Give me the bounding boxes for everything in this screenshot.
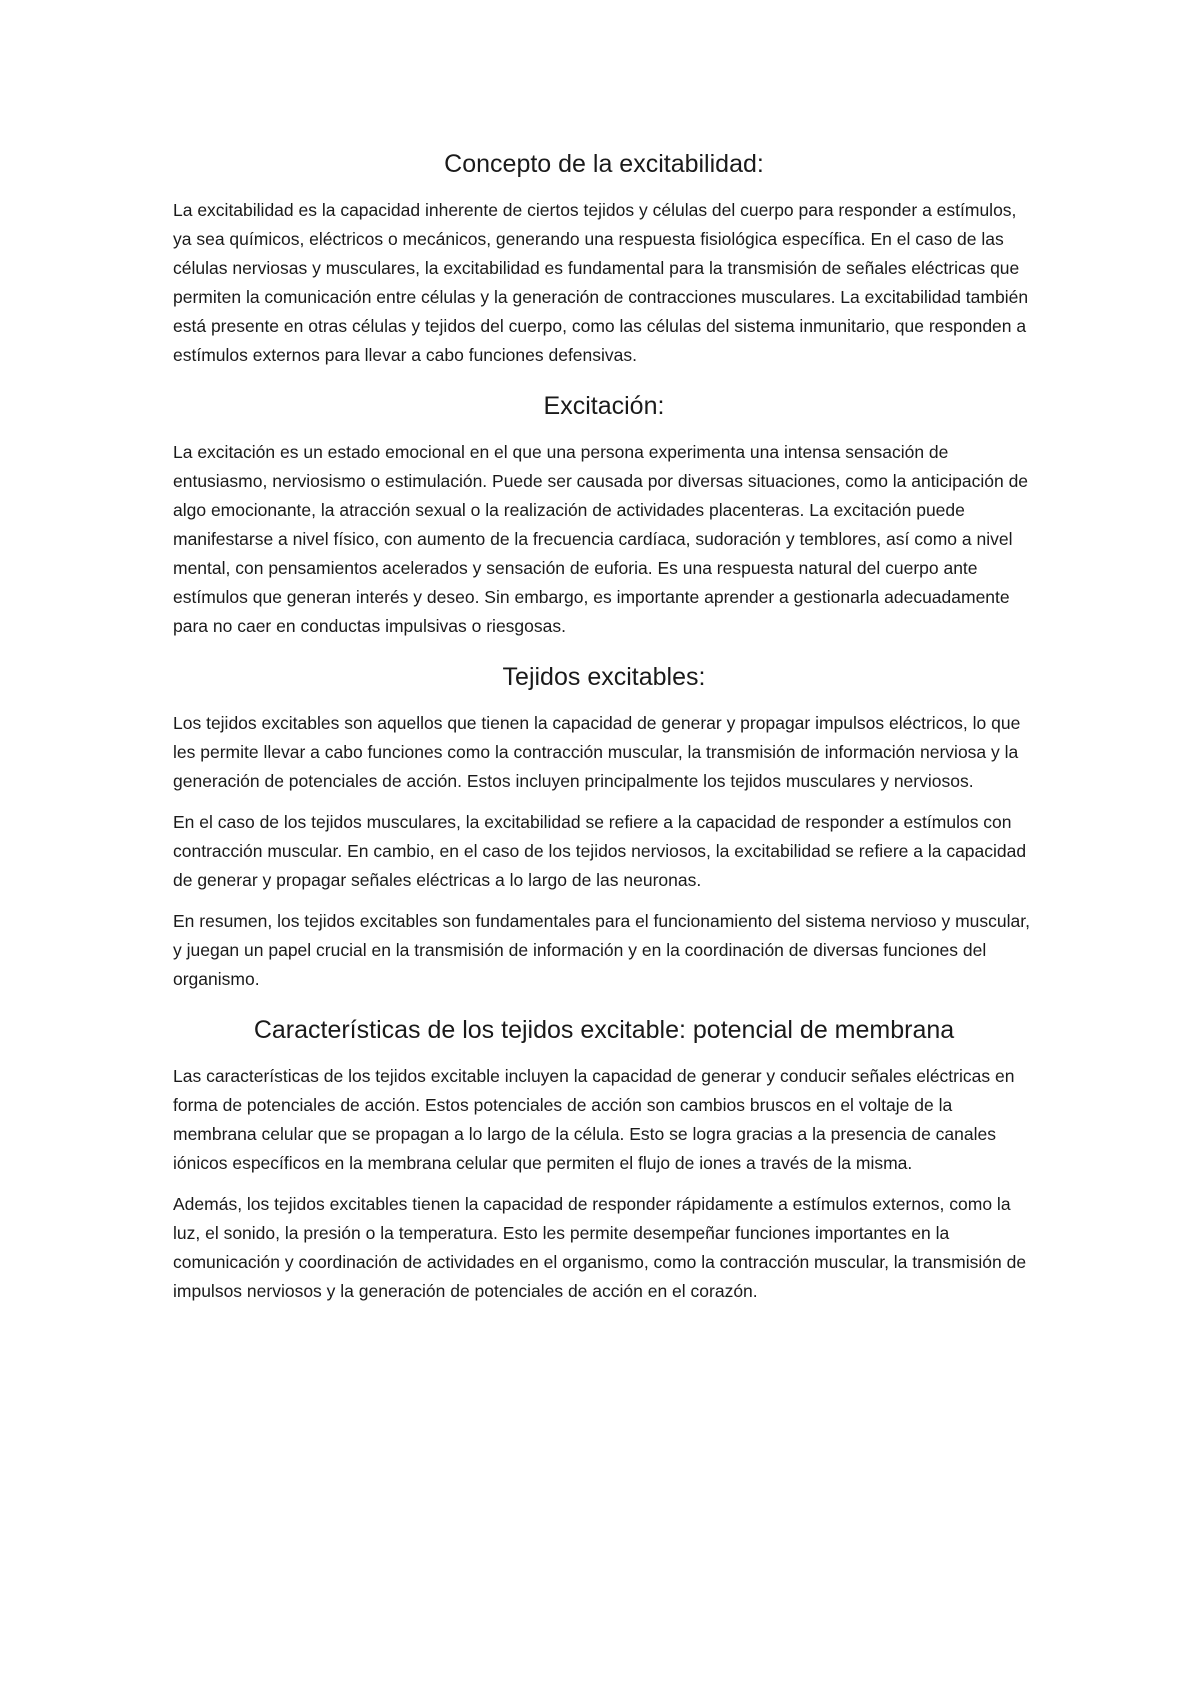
document-page — [173, 140, 1035, 1318]
section-caracteristicas — [173, 1006, 1035, 1306]
paragraph: La excitabilidad es la capacidad inherente de ciertos tejidos y células del cuerpo para responder a estímulos, ya sea químicos, eléctricos o mecánicos, generando una respuesta fisiológica específica. En el caso de las células nerviosas y musculares, la excitabilidad es fundamental para la transmisión de señales eléctricas que permiten la comunicación entre células y la generación de contracciones musculares. La excitabilidad también está presente en otras células y tejidos del cuerpo, como las células del sistema inmunitario, que responden a estímulos externos para llevar a cabo funciones defensivas. — [173, 200, 1029, 365]
section-heading: Excitación: — [543, 392, 665, 420]
section-heading: Concepto de la excitabilidad: — [444, 150, 764, 178]
section-heading: Tejidos excitables: — [502, 663, 706, 691]
paragraph: En el caso de los tejidos musculares, la excitabilidad se refiere a la capacidad de responder a estímulos con contracción muscular. En cambio, en el caso de los tejidos nerviosos, la excitabilidad se refiere a la capacidad de generar y propagar señales eléctricas a lo largo de las neuronas. — [173, 812, 1027, 890]
section-excitabilidad — [173, 140, 1035, 370]
section-heading: Características de los tejidos excitable: potencial de membrana — [253, 1016, 955, 1044]
paragraph: Las características de los tejidos excitable incluyen la capacidad de generar y conducir señales eléctricas en forma de potenciales de acción. Estos potenciales de acción son cambios bruscos en el voltaje de la membrana celular que se propagan a lo largo de la célula. Esto se logra gracias a la presencia de canales iónicos específicos en la membrana celular que permiten el flujo de iones a través de la misma. — [173, 1066, 1015, 1173]
paragraph: Además, los tejidos excitables tienen la capacidad de responder rápidamente a estímulos externos, como la luz, el sonido, la presión o la temperatura. Esto les permite desempeñar funciones importantes en la comunicación y coordinación de actividades en el organismo, como la contracción muscular, la transmisión de impulsos nerviosos y la generación de potenciales de acción en el corazón. — [173, 1194, 1027, 1301]
paragraph: La excitación es un estado emocional en el que una persona experimenta una intensa sensación de entusiasmo, nerviosismo o estimulación. Puede ser causada por diversas situaciones, como la anticipación de algo emocionante, la atracción sexual o la realización de actividades placenteras. La excitación puede manifestarse a nivel físico, con aumento de la frecuencia cardíaca, sudoración y temblores, así como a nivel mental, con pensamientos acelerados y sensación de euforia. Es una respuesta natural del cuerpo ante estímulos que generan interés y deseo. Sin embargo, es importante aprender a gestionarla adecuadamente para no caer en conductas impulsivas o riesgosas. — [173, 442, 1029, 636]
section-excitacion — [173, 382, 1035, 641]
section-tejidos-excitables — [173, 653, 1035, 994]
paragraph: Los tejidos excitables son aquellos que tienen la capacidad de generar y propagar impulsos eléctricos, lo que les permite llevar a cabo funciones como la contracción muscular, la transmisión de información nerviosa y la generación de potenciales de acción. Estos incluyen principalmente los tejidos musculares y nerviosos. — [173, 713, 1021, 791]
paragraph: En resumen, los tejidos excitables son fundamentales para el funcionamiento del sistema nervioso y muscular, y juegan un papel crucial en la transmisión de información y en la coordinación de diversas funciones del organismo. — [173, 911, 1030, 989]
